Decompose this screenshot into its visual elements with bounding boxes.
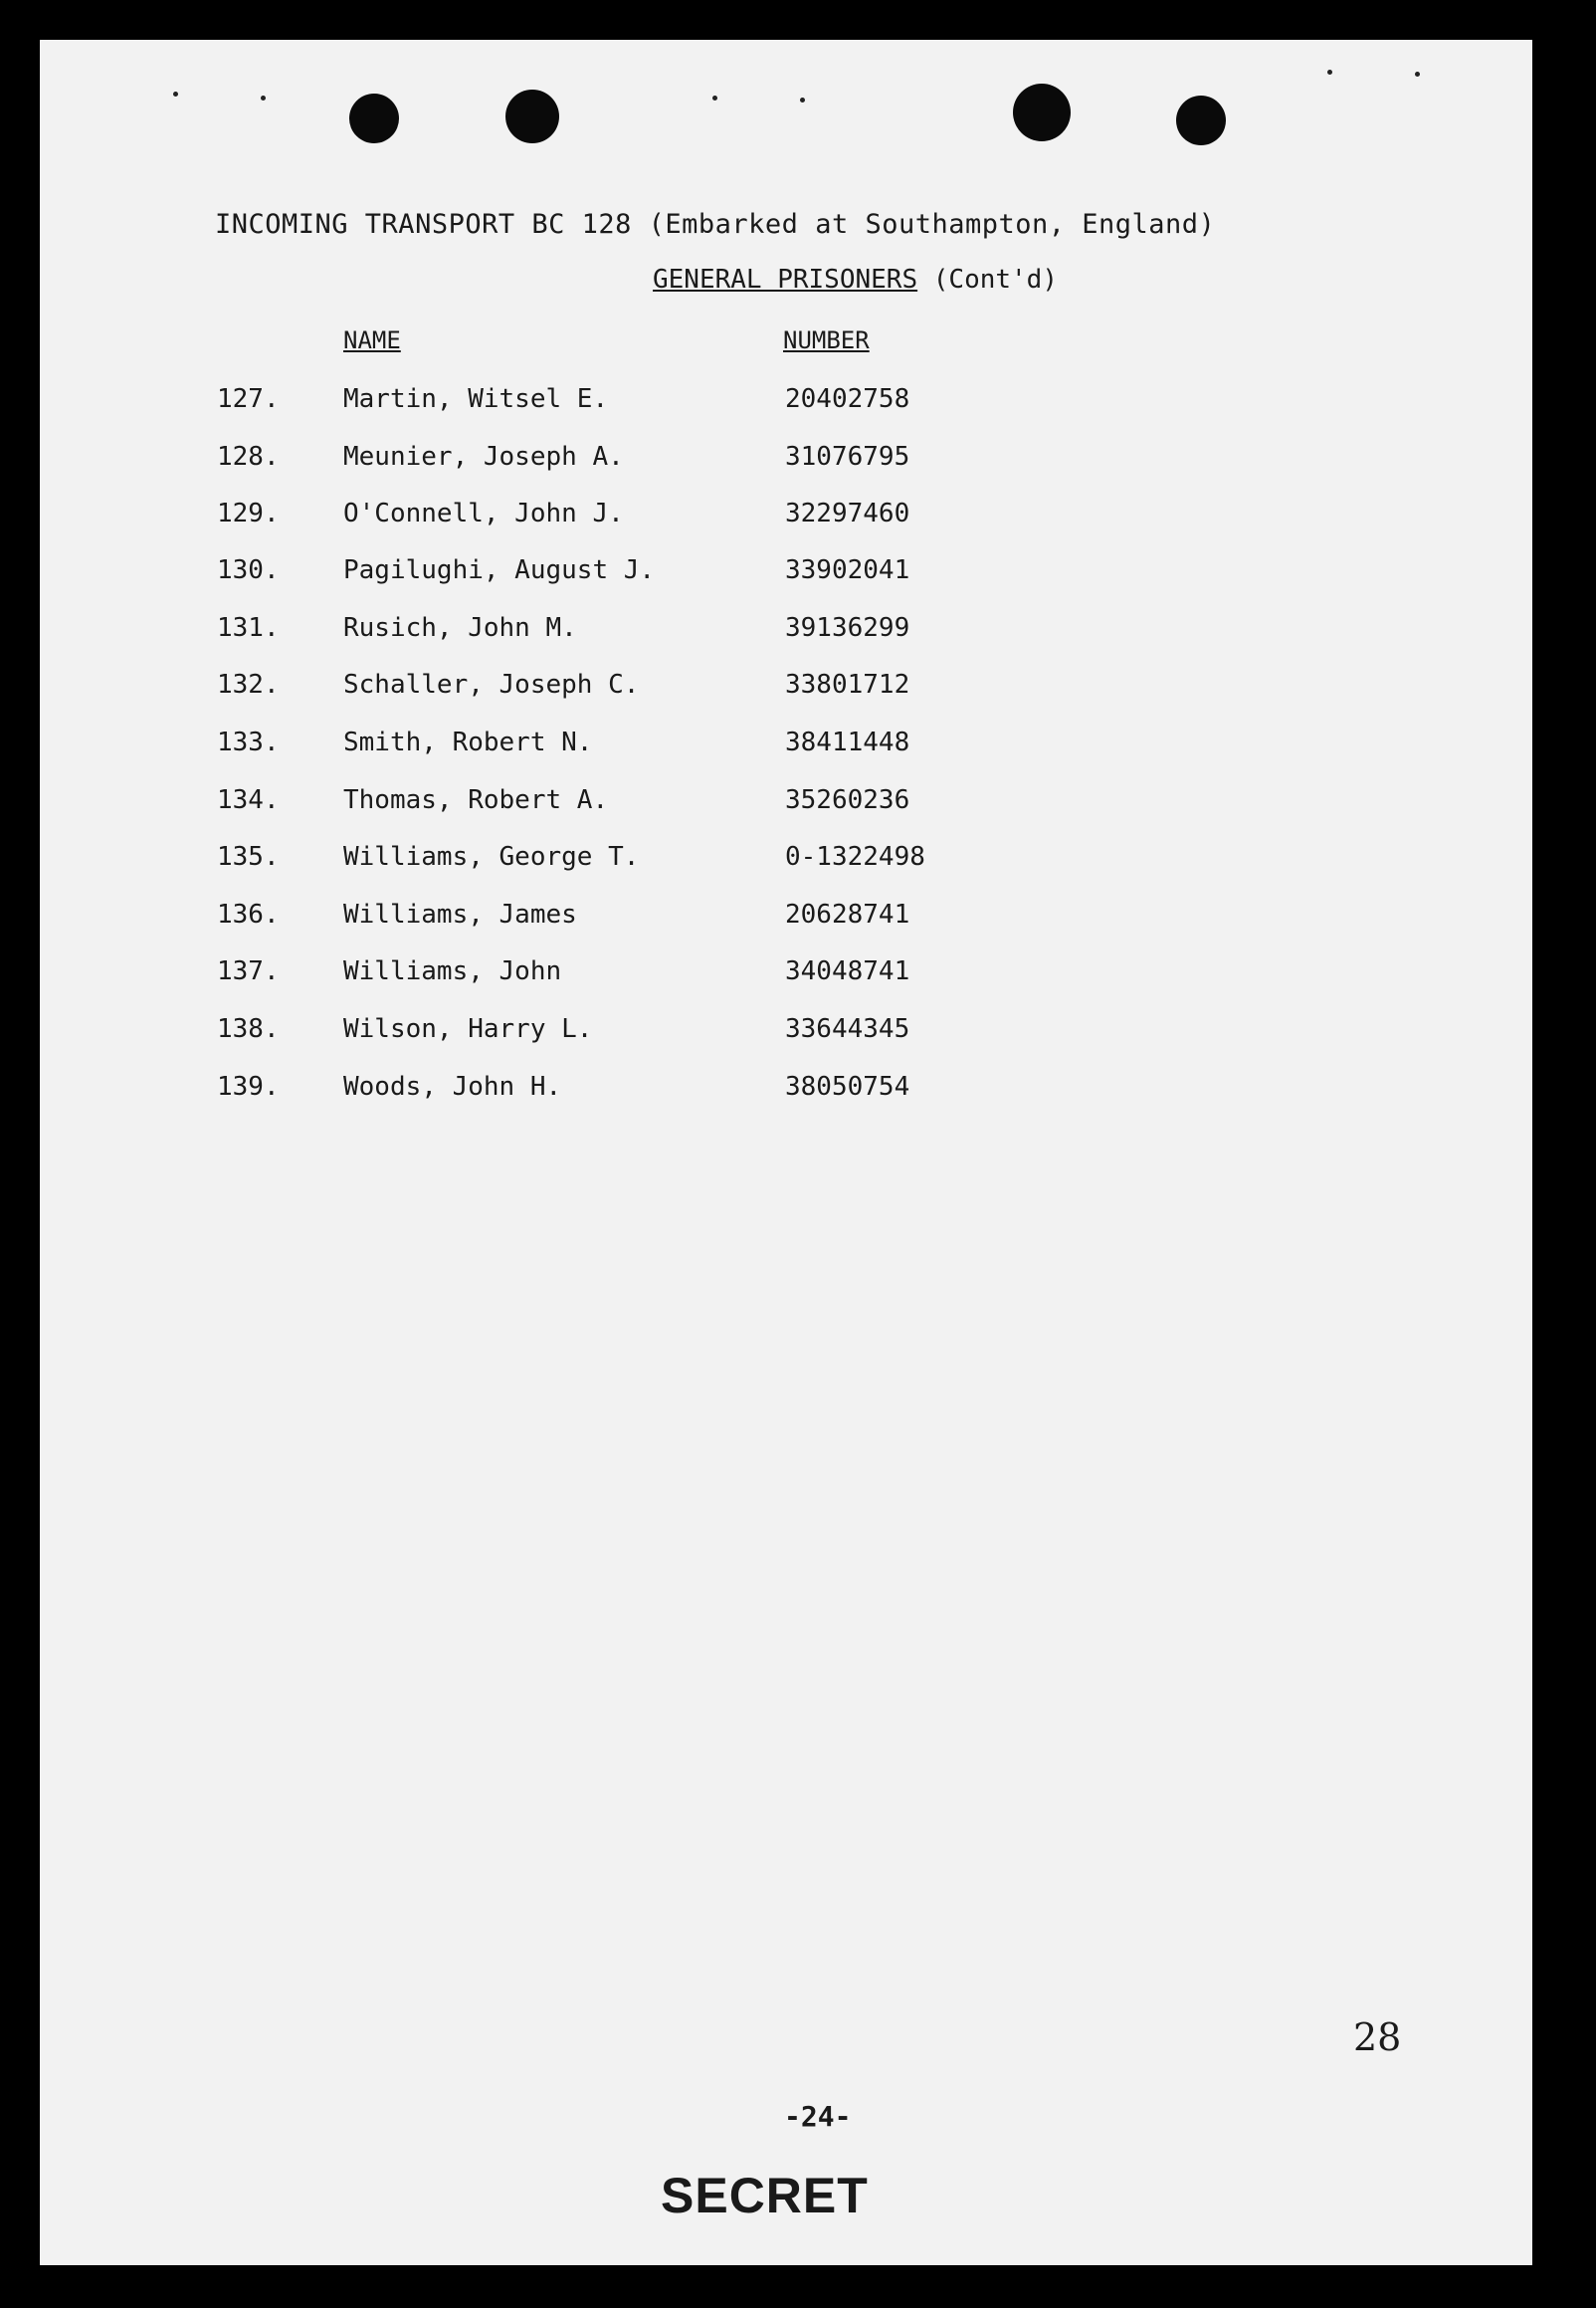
handwritten-page-number: 28 [1353, 2015, 1402, 2059]
table-row [217, 613, 973, 653]
prisoner-name: O'Connell, John J. [343, 499, 624, 528]
table-row [217, 555, 973, 595]
table-row [217, 785, 973, 825]
speck [1415, 72, 1420, 77]
punch-hole [1013, 84, 1071, 141]
row-index: 128. [217, 442, 280, 472]
row-index: 132. [217, 670, 280, 700]
table-row [217, 499, 973, 538]
serial-number: 34048741 [785, 956, 910, 986]
row-index: 129. [217, 499, 280, 528]
transport-title: INCOMING TRANSPORT BC 128 (Embarked at Southampton, England) [215, 209, 1216, 240]
prisoner-name: Williams, John [343, 956, 562, 986]
row-index: 134. [217, 785, 280, 815]
prisoner-name: Meunier, Joseph A. [343, 442, 624, 472]
name-column-header: NAME [343, 326, 401, 354]
serial-number: 20628741 [785, 900, 910, 930]
punch-hole [349, 94, 399, 143]
table-row [217, 442, 973, 482]
punch-hole [505, 90, 559, 143]
serial-number: 38411448 [785, 728, 910, 757]
speck [261, 96, 266, 101]
table-row [217, 384, 973, 424]
table-row [217, 670, 973, 710]
serial-number: 31076795 [785, 442, 910, 472]
row-index: 127. [217, 384, 280, 414]
row-index: 133. [217, 728, 280, 757]
speck [800, 98, 805, 103]
prisoner-name: Williams, James [343, 900, 577, 930]
prisoner-name: Rusich, John M. [343, 613, 577, 643]
table-row [217, 956, 973, 996]
table-row [217, 1072, 973, 1112]
serial-number: 33801712 [785, 670, 910, 700]
row-index: 138. [217, 1014, 280, 1044]
serial-number: 38050754 [785, 1072, 910, 1102]
section-heading [653, 265, 1058, 295]
row-index: 137. [217, 956, 280, 986]
prisoner-name: Schaller, Joseph C. [343, 670, 640, 700]
section-suffix: (Cont'd) [932, 265, 1058, 295]
table-row [217, 1014, 973, 1054]
row-index: 130. [217, 555, 280, 585]
prisoner-name: Williams, George T. [343, 842, 640, 872]
prisoner-name: Pagilughi, August J. [343, 555, 656, 585]
serial-number: 20402758 [785, 384, 910, 414]
speck [1327, 70, 1332, 75]
prisoner-name: Wilson, Harry L. [343, 1014, 593, 1044]
table-row [217, 728, 973, 767]
speck [173, 92, 178, 97]
serial-number: 39136299 [785, 613, 910, 643]
document-page [40, 40, 1532, 2265]
table-row [217, 842, 973, 882]
serial-number: 32297460 [785, 499, 910, 528]
punch-hole [1176, 96, 1226, 145]
row-index: 136. [217, 900, 280, 930]
serial-number: 33644345 [785, 1014, 910, 1044]
prisoner-name: Smith, Robert N. [343, 728, 593, 757]
serial-number: 33902041 [785, 555, 910, 585]
row-index: 139. [217, 1072, 280, 1102]
row-index: 135. [217, 842, 280, 872]
number-column-header: NUMBER [783, 326, 870, 354]
serial-number: 35260236 [785, 785, 910, 815]
serial-number: 0-1322498 [785, 842, 925, 872]
section-title: GENERAL PRISONERS [653, 265, 918, 295]
prisoner-name: Thomas, Robert A. [343, 785, 609, 815]
row-index: 131. [217, 613, 280, 643]
classification-stamp: SECRET [661, 2168, 869, 2223]
folio-number: -24- [784, 2100, 852, 2133]
prisoner-name: Woods, John H. [343, 1072, 562, 1102]
prisoner-name: Martin, Witsel E. [343, 384, 609, 414]
speck [712, 96, 717, 101]
table-row [217, 900, 973, 940]
